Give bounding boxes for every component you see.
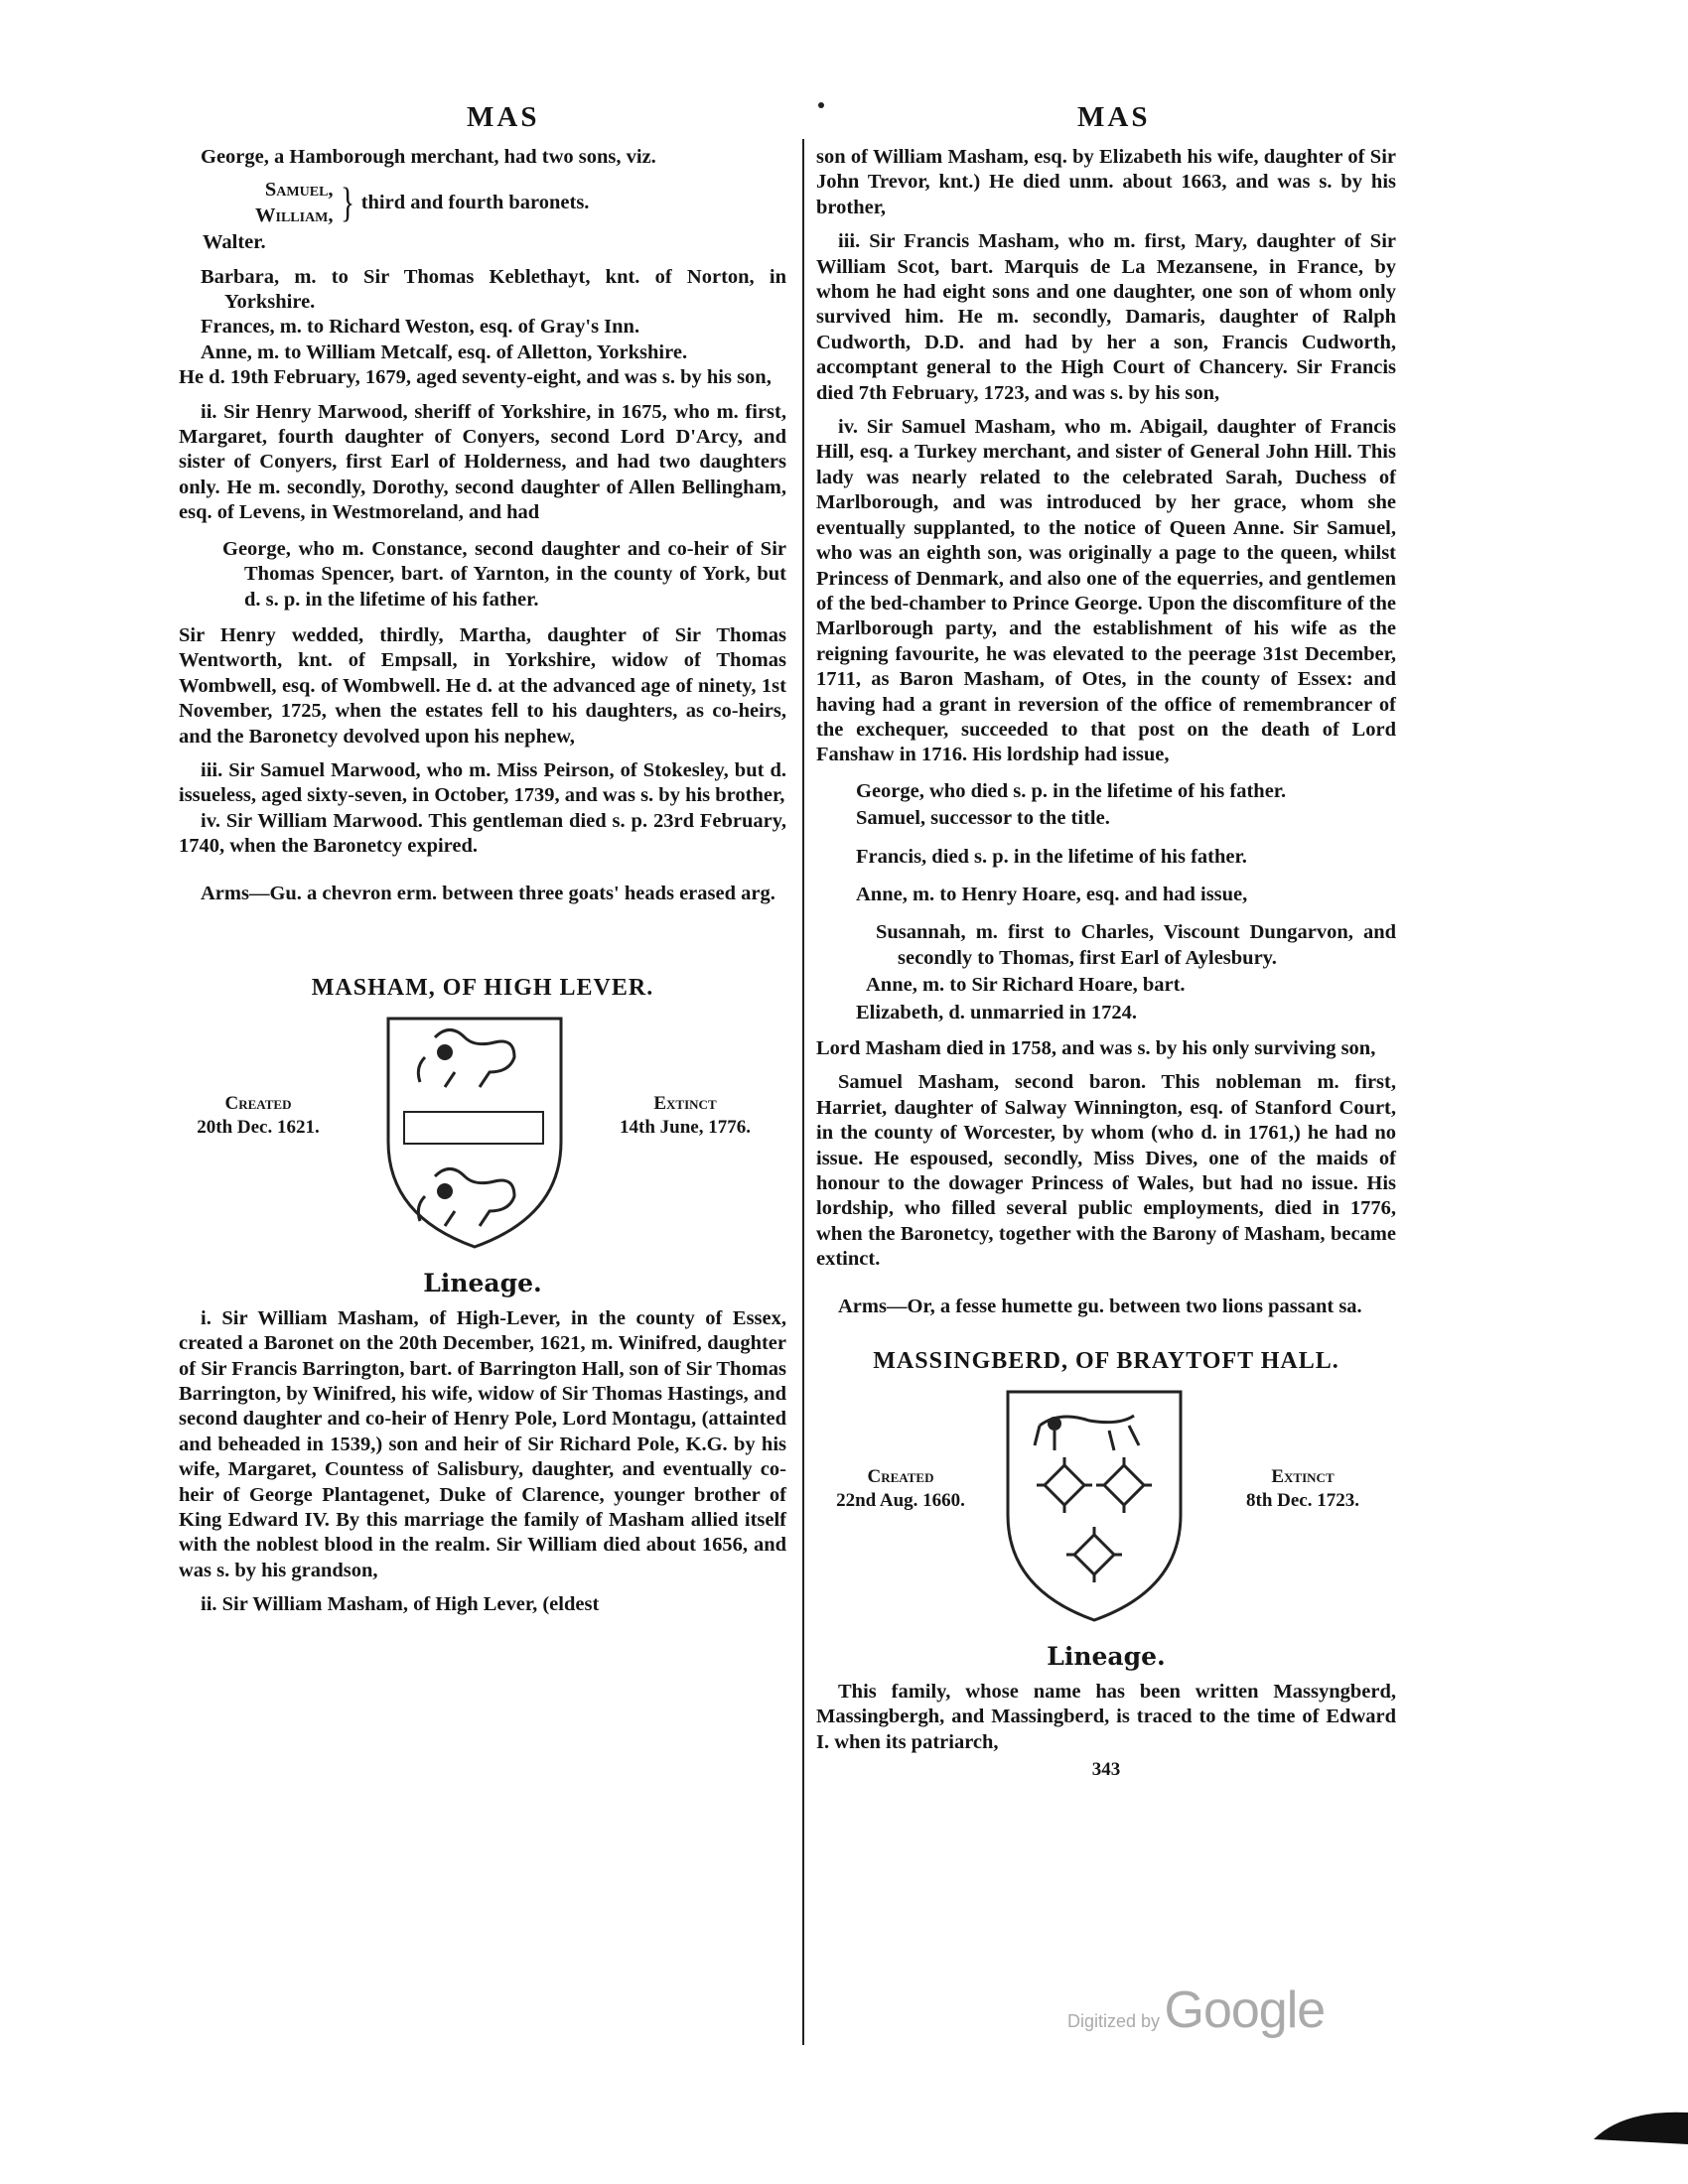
created-date: 20th Dec. 1621.: [197, 1117, 320, 1139]
arms-left: Arms—Gu. a chevron erm. between three goats' heads erased arg.: [201, 882, 775, 904]
continuation-paragraph: son of William Masham, esq. by Elizabeth his wife, daughter of Sir John Trevor, knt.) He died unm. about 1663, and was s. by his brother,: [816, 146, 1396, 218]
lord-masham-died-paragraph: Lord Masham died in 1758, and was s. by his only surviving son,: [816, 1037, 1376, 1059]
massingberd-arms-block: [816, 1386, 1396, 1634]
google-watermark: [1067, 1980, 1325, 2040]
francis-masham-paragraph: iii. Sir Francis Masham, who m. first, Mary, daughter of Sir William Scot, bart. Marquis de La Mezansene, in France, by whom he had eight sons and one daughter, one son of whom only survived him. He m. secondly, Damaris, daughter of Ralph Cudworth, D.D. and had by her a son, Francis Cudworth, accomptant general to the High Court of Chancery. Sir Francis died 7th February, 1723, and was s. by his son,: [816, 230, 1396, 404]
grandchild-susannah: Susannah, m. first to Charles, Viscount Dungarvon, and secondly to Thomas, first Earl of Aylesbury.: [876, 921, 1396, 969]
samuel-masham-paragraph: iv. Sir Samuel Masham, who m. Abigail, daughter of Francis Hill, esq. a Turkey merchant, and sister of General John Hill. This lady was nearly related to the celebrated Sarah, Duchess of Marlborough, and was introduced by her grace, whom she eventually supplanted, to the notice of Queen Anne. Sir Samuel, who was an eighth son, was originally a page to the queen, whilst Princess of Denmark, and also one of the equerries, and gentlemen of the bed-chamber to Prince George. Upon the discomfiture of the Marlborough party, and the establishment of his wife as the reigning favourite, he was elevated to the peerage 31st December, 1711, as Baron Masham, of Otes, in the county of Essex: and having had a grant in reversion of the office of remembrancer of the exchequer, succeeded to that post on the death of Lord Fanshaw in 1716. His lordship had issue,: [816, 416, 1396, 766]
sir-william-ii-paragraph: ii. Sir William Masham, of High Lever, (eldest: [201, 1593, 600, 1616]
second-baron-paragraph: Samuel Masham, second baron. This nobleman m. first, Harriet, daughter of Salway Winnington, esq. of Stanford Court, in the county of Worcester, by whom (who d. in 1761,) he had no issue. He espoused, secondly, Miss Dives, one of the maids of honour to the dowager Princess of Wales, but had no issue. His lordship, who filled several public employments, died in 1776, when the Baronetcy, together with the Barony of Masham, became extinct.: [816, 1071, 1396, 1271]
child-samuel: Samuel, successor to the title.: [856, 807, 1110, 830]
left-column: [179, 145, 786, 1618]
ink-dot: [818, 102, 824, 108]
page-number: 343: [1091, 1759, 1121, 1781]
samuel-marwood-paragraph: iii. Sir Samuel Marwood, who m. Miss Peirson, of Stokesley, but d. issueless, aged sixty-seven, in October, 1739, and was s. by his brother,: [179, 758, 786, 807]
extinct-date: 14th June, 1776.: [620, 1117, 751, 1139]
william-marwood-paragraph: iv. Sir William Marwood. This gentleman died s. p. 23rd February, 1740, when the Baronetcy expired.: [179, 809, 786, 858]
extinct-label: Extinct: [1271, 1466, 1335, 1488]
frances-entry: Frances, m. to Richard Weston, esq. of Gray's Inn.: [201, 316, 640, 339]
walter-entry: Walter.: [203, 231, 266, 254]
george-child-entry: George, who m. Constance, second daughter and co-heir of Sir Thomas Spencer, bart. of Yarnton, in the county of York, but d. s. p. in the lifetime of his father.: [222, 537, 786, 611]
brace-group: [201, 178, 786, 228]
created-date: 22nd Aug. 1660.: [836, 1490, 965, 1512]
grandchild-anne: Anne, m. to Sir Richard Hoare, bart.: [866, 974, 1186, 997]
masham-shield-icon: [380, 1013, 569, 1251]
created-label: Created: [224, 1093, 292, 1115]
masham-arms-block: [179, 1013, 786, 1261]
henry-marwood-paragraph: ii. Sir Henry Marwood, sheriff of Yorkshire, in 1675, who m. first, Margaret, fourth daughter of Conyers, second Lord D'Arcy, and sister of Conyers, first Earl of Holderness, and had two daughters only. He m. secondly, Dorothy, second daughter of Allen Bellingham, esq. of Levens, in Westmoreland, and had: [179, 400, 786, 524]
brace-name: William,: [255, 204, 334, 226]
running-head-left: MAS: [467, 101, 540, 133]
anne-entry: Anne, m. to William Metcalf, esq. of Alletton, Yorkshire.: [201, 341, 688, 363]
child-francis: Francis, died s. p. in the lifetime of his father.: [856, 845, 1247, 868]
section-title-massingberd: MASSINGBERD, OF BRAYTOFT HALL.: [873, 1348, 1339, 1375]
child-elizabeth: Elizabeth, d. unmarried in 1724.: [856, 1001, 1138, 1024]
massingberd-shield-icon: [1000, 1386, 1189, 1624]
page-edge-mark: [1594, 2105, 1688, 2144]
extinct-label: Extinct: [653, 1093, 717, 1115]
massingberd-family-paragraph: This family, whose name has been written Massyngberd, Massingbergh, and Massingberd, is traced to the time of Edward I. when its patriarch,: [816, 1680, 1396, 1753]
running-head-right: MAS: [1077, 101, 1151, 133]
brace-glyph: }: [340, 180, 354, 226]
column-divider: [802, 139, 804, 2045]
extinct-date: 8th Dec. 1723.: [1246, 1490, 1359, 1512]
child-anne: Anne, m. to Henry Hoare, esq. and had issue,: [856, 883, 1248, 905]
arms-right: Arms—Or, a fesse humette gu. between two lions passant sa.: [838, 1295, 1362, 1317]
he-died-paragraph: He d. 19th February, 1679, aged seventy-eight, and was s. by his son,: [179, 366, 772, 389]
digitized-by-text: Digitized by: [1067, 2011, 1161, 2031]
lineage-heading-right: Lineage.: [1047, 1642, 1166, 1672]
george-paragraph: George, a Hamborough merchant, had two sons, viz.: [201, 146, 656, 168]
section-title-masham: MASHAM, OF HIGH LEVER.: [311, 974, 654, 1001]
lineage-heading-left: Lineage.: [423, 1269, 542, 1298]
google-logo: Google: [1164, 1981, 1326, 2039]
brace-text: third and fourth baronets.: [360, 192, 590, 214]
barbara-entry: Barbara, m. to Sir Thomas Keblethayt, knt. of Norton, in Yorkshire.: [201, 265, 786, 314]
child-george: George, who died s. p. in the lifetime of his father.: [856, 779, 1287, 802]
sir-william-masham-paragraph: i. Sir William Masham, of High-Lever, in the county of Essex, created a Baronet on the 20th December, 1621, m. Winifred, daughter of Sir Francis Barrington, bart. of Barrington Hall, son of Sir Thomas Barrington, by Winifred, his wife, widow of Sir Thomas Hastings, and second daughter and co-heir of Henry Pole, Lord Montagu, (attainted and beheaded in 1539,) son and heir of Sir Richard Pole, K.G. by his wife, Margaret, Countess of Salisbury, daughter, and eventually co-heir of George Plantagenet, Duke of Clarence, younger brother of King Edward IV. By this marriage the family of Masham allied itself with the noblest blood in the realm. Sir William died about 1656, and was s. by his grandson,: [179, 1306, 786, 1581]
brace-name: Samuel,: [264, 179, 334, 202]
right-column: [816, 145, 1396, 1783]
created-label: Created: [867, 1466, 934, 1488]
henry-wedded-paragraph: Sir Henry wedded, thirdly, Martha, daughter of Sir Thomas Wentworth, knt. of Empsall, in Yorkshire, widow of Thomas Wombwell, esq. of Wombwell. He d. at the advanced age of ninety, 1st November, 1725, when the estates fell to his daughters, as co-heirs, and the Baronetcy devolved upon his nephew,: [179, 623, 786, 748]
